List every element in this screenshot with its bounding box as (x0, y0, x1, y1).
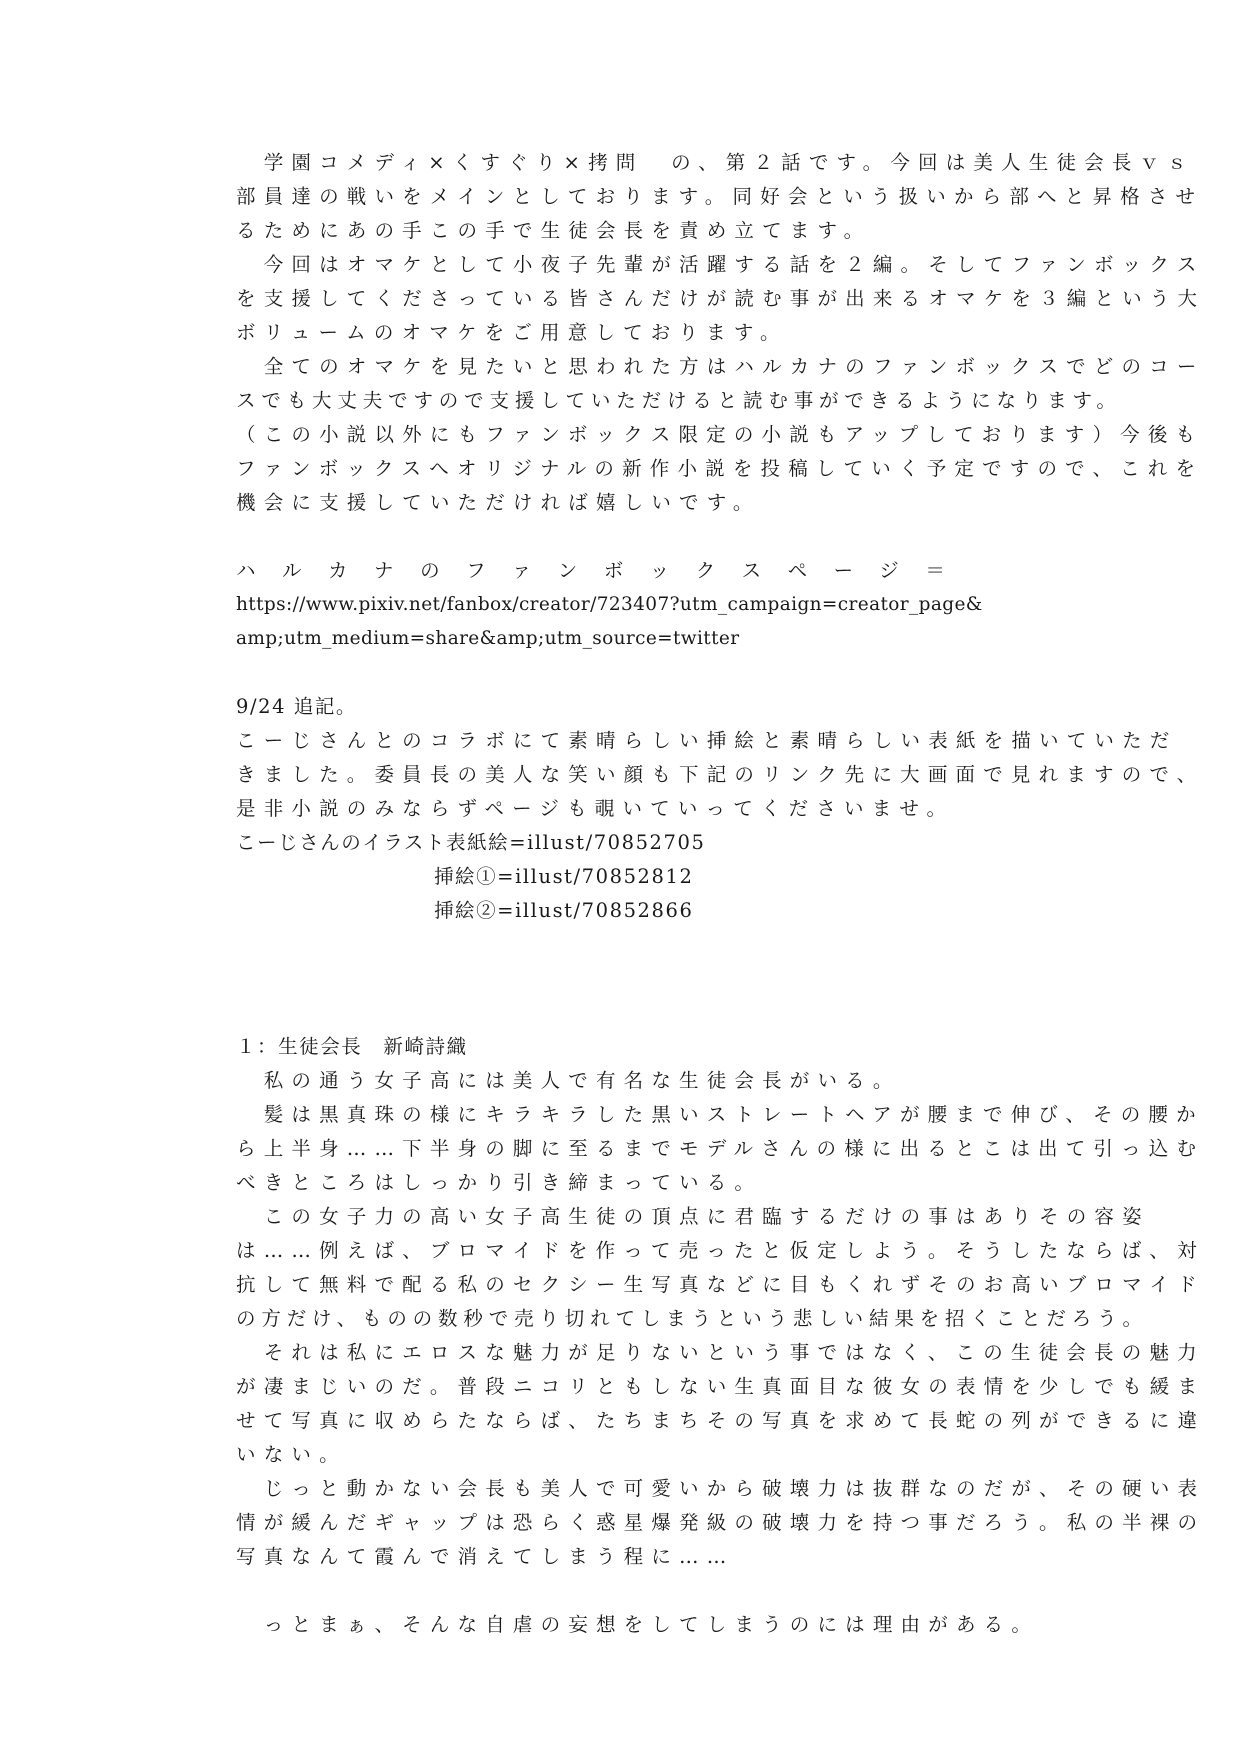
spacer (236, 520, 1006, 554)
text-line: 抗して無料で配る私のセクシー生写真などに目もくれずそのお高いブロマイド (236, 1273, 1205, 1296)
text-line: ボリュームのオマケをご用意しております。 (236, 321, 788, 344)
text-line: 機会に支援していただければ嬉しいです。 (236, 491, 761, 514)
text-line: べきところはしっかり引き締まっている。 (236, 1171, 763, 1194)
text-line: ら上半身……下半身の脚に至るまでモデルさんの様に出るとこは出て引っ込む (236, 1137, 1205, 1160)
text-line: 髪は黒真珠の様にキラキラした黒いストレートヘアが腰まで伸び、その腰か (236, 1103, 1204, 1126)
text-line: を支援してくださっている皆さんだけが読む事が出来るオマケを３編という大 (236, 287, 1206, 310)
text-line: ファンボックスへオリジナルの新作小説を投稿していく予定ですので、これを (236, 457, 1204, 480)
text-line: きました。委員長の美人な笑い顔も下記のリンク先に大画面で見れますので、 (236, 763, 1205, 786)
text-line: っとまぁ、そんな自虐の妄想をしてしまうのには理由がある。 (236, 1613, 1040, 1636)
text-line: せて写真に収めらたならば、たちまちその写真を求めて長蛇の列ができるに違 (236, 1409, 1206, 1432)
spacer (236, 962, 1006, 996)
spacer (236, 928, 1006, 962)
spacer (236, 656, 1006, 690)
text-line: は……例えば、ブロマイドを作って売ったと仮定しよう。そうしたならば、対 (236, 1239, 1205, 1262)
text-line: 学園コメディ×くすぐり×拷問 の、第２話です。今回は美人生徒会長ｖｓ (236, 151, 1195, 174)
spacer (236, 1574, 1006, 1608)
intro-paragraph-2 (236, 248, 1206, 350)
fanbox-label: ハルカナのファンボックスページ＝ (236, 559, 972, 582)
addendum-heading: 9/24 追記。 (236, 695, 357, 718)
text-line: 情が緩んだギャップは恐らく惑星爆発級の破壊力を持つ事だろう。私の半裸の (236, 1511, 1206, 1534)
cover-illust-link[interactable]: こーじさんのイラスト表紙絵=illust/70852705 (236, 831, 706, 854)
fanbox-section (236, 554, 1006, 656)
text-line: じっと動かない会長も美人で可愛いから破壊力は抜群なのだが、その硬い表 (236, 1477, 1206, 1500)
text-line: が凄まじいのだ。普段ニコリともしない生真面目な彼女の表情を少しでも緩ま (236, 1375, 1206, 1398)
chapter-title: １：生徒会長 新崎詩織 (236, 1035, 468, 1058)
text-line: の方だけ、ものの数秒で売り切れてしまうという悲しい結果を招くことだろう。 (236, 1307, 1148, 1330)
illust-link-2[interactable]: 挿絵②=illust/70852866 (434, 899, 694, 922)
spacer (236, 996, 1006, 1030)
text-line: 是非小説のみならずページも覗いていってくださいませ。 (236, 797, 955, 820)
text-line: 部員達の戦いをメインとしております。同好会という扱いから部へと昇格させ (236, 185, 1204, 208)
text-line: （この小説以外にもファンボックス限定の小説もアップしております）今後も (236, 423, 1204, 446)
intro-paragraph-1 (236, 146, 1204, 248)
text-line: いない。 (236, 1443, 347, 1466)
addendum-section (236, 690, 1205, 928)
illust-link-1[interactable]: 挿絵①=illust/70852812 (434, 865, 694, 888)
text-line: 全てのオマケを見たいと思われた方はハルカナのファンボックスでどのコー (236, 355, 1205, 378)
document-body (236, 146, 1206, 1642)
text-line: 今回はオマケとして小夜子先輩が活躍する話を２編。そしてファンボックス (236, 253, 1205, 276)
text-line: この女子力の高い女子高生徒の頂点に君臨するだけの事はありその容姿 (236, 1205, 1150, 1228)
chapter-section (236, 1030, 1206, 1642)
text-line: 写真なんて霞んで消えてしまう程に…… (236, 1545, 735, 1568)
text-line: るためにあの手この手で生徒会長を責め立てます。 (236, 219, 872, 242)
text-line: それは私にエロスな魅力が足りないという事ではなく、この生徒会長の魅力 (236, 1341, 1205, 1364)
text-line: 私の通う女子高には美人で有名な生徒会長がいる。 (236, 1069, 901, 1092)
fanbox-link-continued[interactable]: amp;utm_medium=share&amp;utm_source=twitter (236, 628, 740, 649)
text-line: こーじさんとのコラボにて素晴らしい挿絵と素晴らしい表紙を描いていただ (236, 729, 1178, 752)
fanbox-link[interactable]: https://www.pixiv.net/fanbox/creator/723407?utm_campaign=creator_page& (236, 594, 983, 615)
intro-paragraph-3 (236, 350, 1205, 520)
text-line: スでも大丈夫ですので支援していただけると読む事ができるようになります。 (236, 389, 1122, 412)
